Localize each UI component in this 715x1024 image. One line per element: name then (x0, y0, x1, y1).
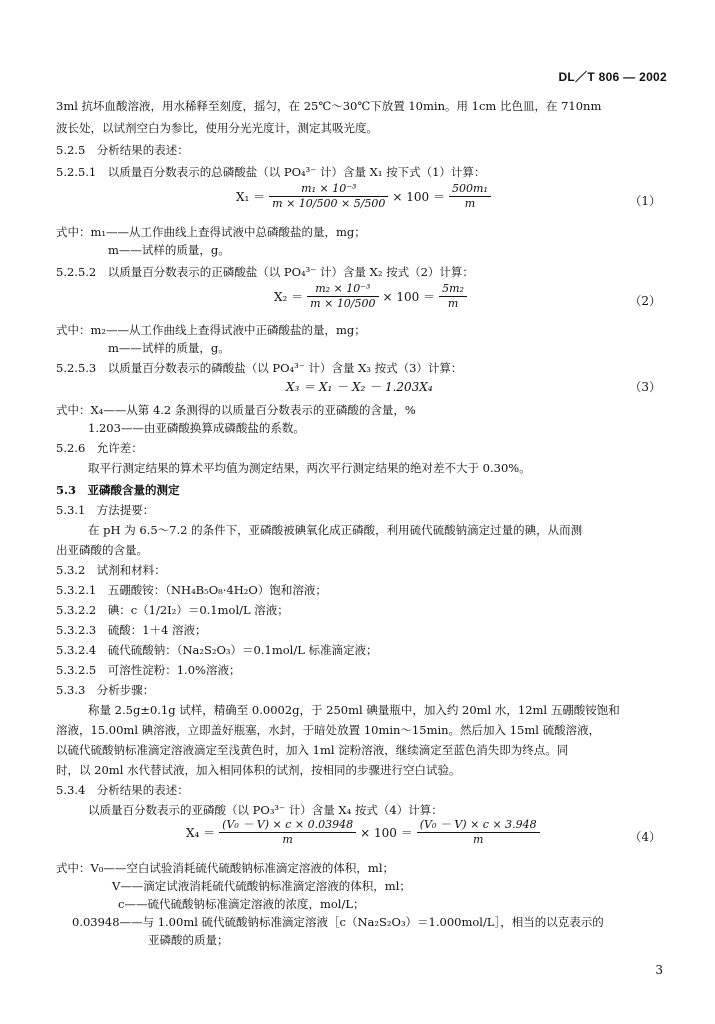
text-line: m——试样的质量，g。 (108, 341, 230, 355)
text-line: 称量 2.5g±0.1g 试样，精确至 0.0002g，于 250ml 碘量瓶中，加入约 20ml 水，12ml 五硼酸铵饱和 (88, 703, 620, 717)
list-item: 5.3.2.2 碘：c（1/2I₂）＝0.1mol/L 溶液； (56, 603, 289, 617)
eq3-text: X₃ ＝ X₁ － X₂ － 1.203X₄ (286, 380, 433, 394)
eq2-fraction-1: $\frac{\text{m₂ × 10⁻³}}{m \times 10/500}$ (307, 282, 378, 311)
eq4-fraction-1: $\frac{\text{(V₀ － V) × c × 0.03948}}{m}$ (219, 818, 356, 847)
section-heading: 5.3.3 分析步骤： (56, 683, 155, 697)
text-line: 时，以 20ml 水代替试液，加入相同体积的试剂，按相同的步骤进行空白试验。 (56, 763, 461, 777)
eq2-fraction-2: $\frac{\text{5m₂}}{m}$ (439, 282, 467, 311)
eq4-fraction-2: $\frac{\text{(V₀ － V) × c × 3.948}}{m}$ (417, 818, 540, 847)
text-line: 以质量百分数表示的亚磷酸（以 PO₃³⁻ 计）含量 X₄ 按式（4）计算： (88, 803, 443, 817)
text-line: 式中：m₁——从工作曲线上查得试液中总磷酸盐的量，mg； (56, 225, 366, 239)
section-heading: 5.3.2 试剂和材料： (56, 563, 166, 577)
text-line: 亚磷酸的质量； (148, 933, 229, 947)
text-line: 0.03948——与 1.00ml 硫代硫酸钠标准滴定溶液［c（Na₂S₂O₃）＝1.000mol/L］，相当的以克表示的 (72, 915, 604, 929)
eq2-mid: × 100 ＝ (382, 290, 436, 304)
section-heading: 5.3.4 分析结果的表述： (56, 783, 189, 797)
text-line: 式中：X₄——从第 4.2 条测得的以质量百分数表示的亚磷酸的含量，% (56, 403, 416, 417)
text-line: 取平行测定结果的算术平均值为测定结果，两次平行测定结果的绝对差不大于 0.30%。 (88, 461, 531, 475)
text-line: m——试样的质量，g。 (108, 243, 230, 257)
eq1-fraction-1: $\frac{\text{m₁ × 10⁻³}}{m \times 10/500 \times 5/500}$ (269, 182, 388, 211)
text-line: V——滴定试液消耗硫代硫酸钠标准滴定溶液的体积，ml； (112, 879, 411, 893)
list-item: 5.3.2.1 五硼酸铵：（NH₄B₅O₈·4H₂O）饱和溶液； (56, 583, 327, 597)
text-line: 3ml 抗坏血酸溶液，用水稀释至刻度，摇匀，在 25℃～30℃下放置 10min。用 1cm 比色皿，在 710nm (56, 99, 602, 113)
equation-2 (56, 282, 667, 322)
text-line: 以硫代硫酸钠标准滴定溶液滴定至浅黄色时，加入 1ml 淀粉溶液，继续滴定至蓝色消失即为终点。同 (56, 743, 569, 757)
eq1-number: （1） (629, 194, 661, 208)
section-heading: 5.2.5.2 以质量百分数表示的正磷酸盐（以 PO₄³⁻ 计）含量 X₂ 按式（2）计算： (56, 265, 474, 279)
eq2-lhs: X₂ ＝ (274, 290, 304, 304)
text-line: c——硫代硫酸钠标准滴定溶液的浓度，mol/L； (118, 897, 365, 911)
text-line: 溶液，15.00ml 碘溶液，立即盖好瓶塞，水封，于暗处放置 10min～15min。然后加入 15ml 硫酸溶液， (56, 723, 601, 737)
list-item: 5.3.2.4 硫代硫酸钠：（Na₂S₂O₃）＝0.1mol/L 标准滴定液； (56, 643, 378, 657)
section-heading: 5.2.5.3 以质量百分数表示的磷酸盐（以 PO₄³⁻ 计）含量 X₃ 按式（3）计算： (56, 361, 463, 375)
eq4-number: （4） (629, 830, 661, 844)
equation-4 (56, 818, 667, 858)
eq2-number: （2） (629, 294, 661, 308)
section-heading: 5.2.6 允许差： (56, 441, 143, 455)
text-line: 式中：V₀——空白试验消耗硫代硫酸钠标准滴定溶液的体积，ml； (56, 861, 394, 875)
section-heading: 5.3 亚磷酸含量的测定 (56, 483, 180, 497)
text-line: 波长处，以试剂空白为参比，使用分光光度计，测定其吸光度。 (56, 121, 378, 135)
text-line: 1.203——由亚磷酸换算成磷酸盐的系数。 (88, 421, 305, 435)
text-line: 在 pH 为 6.5～7.2 的条件下，亚磷酸被碘氧化成正磷酸，利用硫代硫酸钠滴定过量的碘，从而测 (88, 523, 583, 537)
standard-number: DL／T 806 — 2002 (558, 70, 667, 84)
text-line: 式中：m₂——从工作曲线上查得试液中正磷酸盐的量，mg； (56, 323, 366, 337)
text-line: 出亚磷酸的含量。 (56, 543, 148, 557)
list-item: 5.3.2.5 可溶性淀粉：1.0%溶液； (56, 663, 241, 677)
eq4-mid: × 100 ＝ (360, 826, 413, 840)
equation-3 (56, 376, 667, 398)
eq1-fraction-2: $\frac{\text{500m₁}}{m}$ (449, 182, 491, 211)
equation-1 (56, 182, 667, 222)
eq1-lhs: X₁ ＝ (236, 190, 266, 204)
list-item: 5.3.2.3 硫酸：1＋4 溶液； (56, 623, 207, 637)
section-heading: 5.2.5 分析结果的表述： (56, 143, 189, 157)
section-heading: 5.3.1 方法提要： (56, 503, 155, 517)
eq1-mid: × 100 ＝ (392, 190, 446, 204)
eq3-number: （3） (629, 380, 661, 394)
page-number: 3 (655, 963, 663, 977)
section-heading: 5.2.5.1 以质量百分数表示的总磷酸盐（以 PO₄³⁻ 计）含量 X₁ 按下式（1）计算： (56, 165, 486, 179)
eq4-lhs: X₄ ＝ (186, 826, 216, 840)
